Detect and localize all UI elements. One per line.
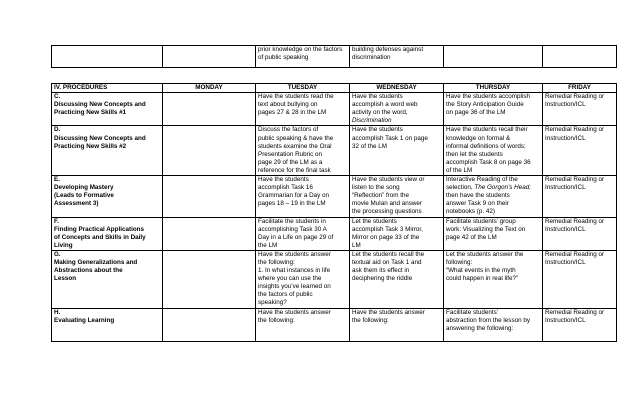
cell-line: Instruction/ICL [545, 225, 586, 233]
cell-line: Remedial Reading or [545, 176, 605, 184]
cell-line: Discussing New Concepts and [54, 134, 146, 142]
cell-line: textual aid on Task 1 and [352, 258, 422, 266]
cell-line: answer Task 9 on their [446, 200, 509, 208]
procedure-title [54, 226, 154, 250]
procedure-title [54, 317, 154, 325]
cell-line: Evaluating Learning [54, 316, 115, 324]
cell-line: then have the students [446, 192, 510, 200]
cell-line: of the LM [446, 166, 473, 174]
cell-line: could happen in real life?” [446, 275, 519, 283]
cell-line: Have the students answer [352, 308, 425, 316]
header-wednesday: WEDNESDAY [350, 84, 444, 93]
monday-cell [163, 308, 256, 341]
tuesday-cell [256, 217, 350, 250]
procedure-letter: G. [54, 250, 61, 258]
header-monday: MONDAY [163, 84, 256, 93]
cell-line: page 42 of the LM [446, 233, 497, 241]
header-tuesday: TUESDAY [256, 84, 350, 93]
cell-line: “Reflection” from the [352, 192, 410, 200]
cell-line: listen to the song [352, 184, 400, 192]
tuesday-cell [256, 250, 350, 308]
cell-line: Living [54, 241, 73, 249]
table-row [52, 176, 617, 217]
thursday-cell [444, 308, 543, 341]
cell-line: Have the students [352, 126, 403, 134]
cell-line: Remedial Reading or [545, 217, 605, 225]
cell-line: Practicing New Skills #2 [54, 142, 127, 150]
cell-line: Instruction/ICL [545, 258, 586, 266]
cell-line: Have the students [352, 93, 403, 101]
cell-line: Discussing New Concepts and [54, 101, 146, 109]
thursday-cell [444, 93, 543, 126]
cell-line: the following: [258, 258, 295, 266]
header-friday: FRIDAY [543, 84, 617, 93]
tuesday-cell [256, 308, 350, 341]
cell-line: Have the students read the [258, 93, 334, 101]
header-thursday: THURSDAY [444, 84, 543, 93]
friday-cell [543, 126, 617, 176]
cell-line: activity on the word, [352, 109, 408, 117]
cell-line: Remedial Reading or [545, 126, 605, 134]
cell-line: abstraction from the lesson by [446, 316, 530, 324]
cell-line: selection, The Gorgon’s Head; [446, 184, 531, 192]
cell-line: accomplish Task 3 Mirror, [352, 225, 423, 233]
cell-line: Grammarian for a Day on [258, 192, 330, 200]
cell-line: where you can use the [258, 275, 322, 283]
procedure-letter: H. [54, 308, 61, 316]
cell-line: informal definitions of words; [446, 142, 526, 150]
procedure-cell [52, 217, 163, 250]
cont-cell-thursday [444, 46, 543, 68]
procedure-cell [52, 93, 163, 126]
cell-line: Have the students recall their [446, 126, 528, 134]
procedure-title [54, 135, 154, 151]
cell-line: Facilitate students’ [446, 308, 499, 316]
wednesday-cell [350, 217, 444, 250]
table-row [52, 217, 617, 250]
cell-line: Have the students [258, 176, 309, 184]
procedures-table [51, 83, 617, 342]
procedure-title [54, 101, 154, 117]
procedure-rows [52, 93, 617, 341]
cell-line: (Leads to Formative [54, 192, 114, 200]
cell-line: accomplish Task 16 [258, 184, 313, 192]
cell-line: then let the students [446, 150, 503, 158]
thursday-cell [444, 217, 543, 250]
procedure-letter: C. [54, 93, 61, 101]
cell-line: Mirror on page 33 of the [352, 233, 420, 241]
cell-line: Discuss the factors of [258, 126, 319, 134]
cell-line: Day in a Life on page 29 of [258, 233, 334, 241]
cell-line: the LM [258, 241, 278, 249]
cell-line: on page 36 of the LM [446, 109, 506, 117]
cont-cell-tuesday: prior knowledge on the factors of public speaking [256, 46, 350, 68]
friday-cell [543, 93, 617, 126]
cell-line: Finding Practical Applications [54, 225, 145, 233]
thursday-cell [444, 250, 543, 308]
cell-line: pages 18 – 19 in the LM [258, 200, 326, 208]
procedure-title [54, 259, 154, 283]
procedure-letter: F. [54, 217, 59, 225]
cell-line: the processing questions [352, 208, 422, 216]
procedure-letter: D. [54, 126, 61, 134]
cell-line: the following: [352, 316, 389, 324]
friday-cell [543, 176, 617, 217]
cell-line: Instruction/ICL [545, 134, 586, 142]
cell-line: Practicing New Skills #1 [54, 109, 127, 117]
cell-line: ask them its effect in [352, 267, 410, 275]
cell-line: accomplishing Task 30 A [258, 225, 327, 233]
cell-line: accomplish Task 8 on page 36 [446, 158, 531, 166]
cell-line: Remedial Reading or [545, 308, 605, 316]
header-row [52, 84, 617, 93]
cell-line: Instruction/ICL [545, 101, 586, 109]
cell-line: Let the students [352, 217, 397, 225]
monday-cell [163, 93, 256, 126]
monday-cell [163, 217, 256, 250]
cell-line: Have the students answer [258, 308, 331, 316]
continuation-table [51, 45, 617, 68]
cell-line: the following: [258, 316, 295, 324]
tuesday-cell [256, 176, 350, 217]
table-row [52, 126, 617, 176]
cell-line: Facilitate the students in [258, 217, 326, 225]
cell-line: 32 of the LM [352, 142, 388, 150]
cell-line: Presentation Rubric on [258, 150, 323, 158]
friday-cell [543, 217, 617, 250]
cell-line: Abstractions about the [54, 267, 123, 275]
cell-line: Remedial Reading or [545, 250, 605, 258]
cont-cell-monday [163, 46, 256, 68]
continuation-row [52, 46, 617, 68]
cell-line: Lesson [54, 275, 77, 283]
cell-line: knowledge on formal & [446, 134, 511, 142]
cell-line: students examine the Oral [258, 142, 332, 150]
thursday-cell [444, 176, 543, 217]
cell-line: of Concepts and Skills in Daily [54, 233, 146, 241]
table-row [52, 250, 617, 308]
cell-line: Remedial Reading or [545, 93, 605, 101]
cell-line: Let the students recall the [352, 250, 425, 258]
cell-line: answering the following: [446, 324, 514, 332]
procedure-cell [52, 308, 163, 341]
wednesday-cell [350, 250, 444, 308]
cell-line: deciphering the riddle [352, 275, 413, 283]
friday-cell [543, 250, 617, 308]
procedure-letter: E. [54, 176, 60, 184]
cell-line: Assessment 3) [54, 200, 99, 208]
cell-line: reference for the final task [258, 166, 331, 174]
wednesday-cell [350, 308, 444, 341]
procedure-cell [52, 250, 163, 308]
cell-line: notebooks (p. 42) [446, 208, 496, 216]
cell-line: Making Generalizations and [54, 258, 138, 266]
cell-line: work: Visualizing the Text on [446, 225, 526, 233]
cell-line: “What events in the myth [446, 267, 516, 275]
cell-line: speaking? [258, 299, 287, 307]
cell-line: Facilitate students’ group [446, 217, 516, 225]
friday-cell [543, 308, 617, 341]
cell-line: insights you’ve learned on [258, 283, 331, 291]
cell-line: pages 27 & 28 in the LM [258, 109, 327, 117]
procedure-title [54, 184, 154, 208]
cell-line: page 29 of the LM as a [258, 158, 323, 166]
cell-line: 1. In what instances in life [258, 267, 331, 275]
cell-line: movie Mulan and answer [352, 200, 423, 208]
procedure-cell [52, 176, 163, 217]
thursday-cell [444, 126, 543, 176]
cont-cell-wednesday: building defenses against discrimination [350, 46, 444, 68]
wednesday-cell [350, 176, 444, 217]
cell-line: Let the students answer the [446, 250, 524, 258]
cont-cell-procedure [52, 46, 163, 68]
cell-line: Discrimination [352, 117, 392, 125]
cell-line: following: [446, 258, 473, 266]
monday-cell [163, 126, 256, 176]
cell-line: Interactive Reading of the [446, 176, 518, 184]
table-row [52, 308, 617, 341]
cell-line: LM [352, 241, 361, 249]
cell-line: the factors of public [258, 291, 313, 299]
tuesday-cell [256, 93, 350, 126]
cell-line: text about bullying on [258, 101, 318, 109]
tuesday-cell [256, 126, 350, 176]
cell-line: accomplish Task 1 on page [352, 134, 428, 142]
cell-line: Instruction/ICL [545, 184, 586, 192]
wednesday-cell [350, 93, 444, 126]
monday-cell [163, 176, 256, 217]
cont-cell-friday [543, 46, 617, 68]
cell-line: public speaking & have the [258, 134, 334, 142]
cell-line: accomplish a word web [352, 101, 418, 109]
cell-line: Have the students answer [258, 250, 331, 258]
cell-line: Instruction/ICL [545, 316, 586, 324]
table-row [52, 93, 617, 126]
procedure-cell [52, 126, 163, 176]
monday-cell [163, 250, 256, 308]
wednesday-cell [350, 126, 444, 176]
cell-line: Have the students accomplish [446, 93, 531, 101]
header-procedures: IV. PROCEDURES [52, 84, 163, 93]
cell-line: Developing Mastery [54, 184, 114, 192]
cell-line: the Story Anticipation Guide [446, 101, 524, 109]
cell-line: Have the students view or [352, 176, 425, 184]
